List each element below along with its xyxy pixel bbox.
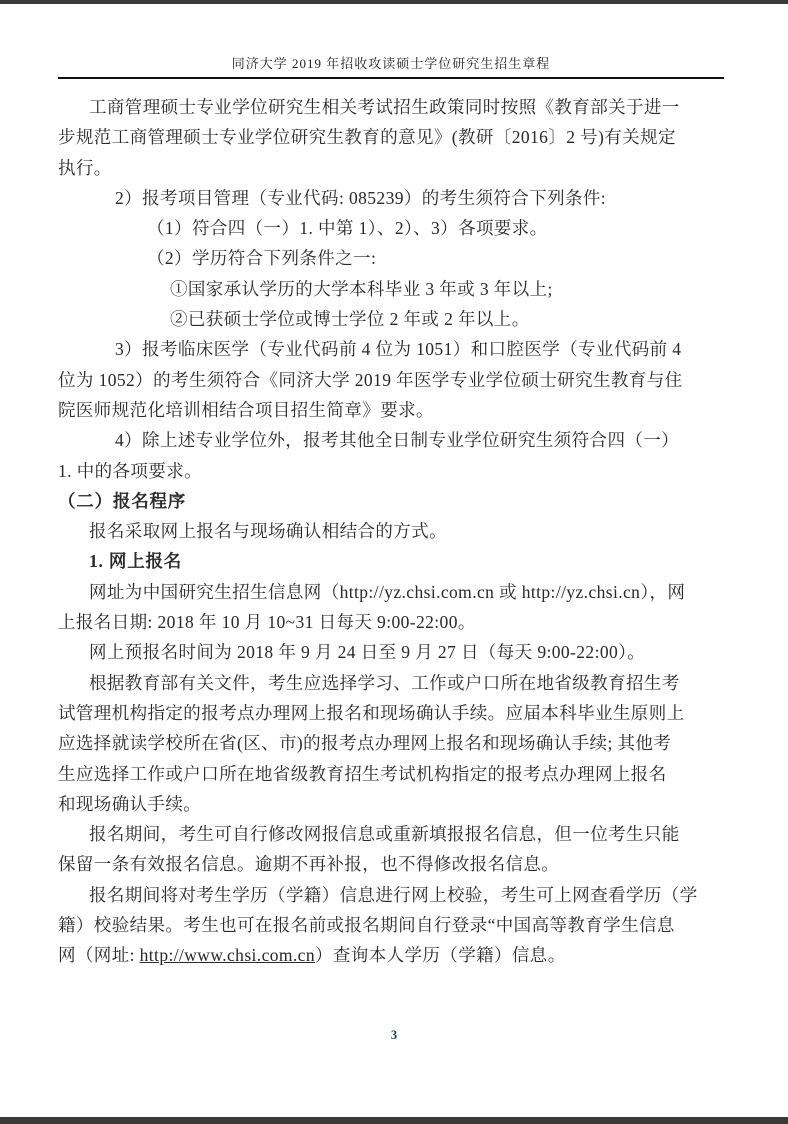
section-heading (58, 546, 722, 576)
text-line (58, 607, 722, 637)
text-line (58, 698, 722, 728)
text-line (58, 274, 722, 304)
text-segment: 籍）校验结果。考生也可在报名前或报名期间自行登录“中国高等教育学生信息 (58, 915, 675, 936)
running-header-title: 同济大学 2019 年招收攻读硕士学位研究生招生章程 (231, 56, 551, 71)
link-url[interactable]: http://www.chsi.com.cn (139, 945, 315, 966)
text-line (58, 910, 722, 940)
text-line (58, 183, 722, 213)
text-segment: （1）符合四（一）1. 中第 1）、2）、3）各项要求。 (147, 218, 548, 239)
text-segment: 执行。 (58, 157, 112, 178)
text-segment: ①国家承认学历的大学本科毕业 3 年或 3 年以上; (170, 278, 553, 299)
bottom-edge-bar (0, 1117, 788, 1124)
header-rule (58, 77, 724, 79)
text-segment: 4）除上述专业学位外，报考其他全日制专业学位研究生须符合四（一） (115, 430, 680, 451)
text-line (58, 153, 722, 183)
top-edge-bar (0, 0, 788, 4)
text-segment: （二）报名程序 (58, 490, 187, 511)
text-line (58, 819, 722, 849)
text-line (58, 637, 722, 667)
text-segment: ）查询本人学历（学籍）信息。 (315, 945, 566, 966)
text-line (58, 395, 722, 425)
text-line (58, 759, 722, 789)
text-line (58, 365, 722, 395)
text-segment: 位为 1052）的考生须符合《同济大学 2019 年医学专业学位硕士研究生教育与住 (58, 369, 683, 390)
text-segment: （2）学历符合下列条件之一: (147, 248, 377, 269)
text-segment: 2）报考项目管理（专业代码: 085239）的考生须符合下列条件: (115, 187, 607, 208)
text-line (58, 880, 722, 910)
text-segment: 保留一条有效报名信息。逾期不再补报，也不得修改报名信息。 (58, 854, 560, 875)
text-segment: ②已获硕士学位或博士学位 2 年或 2 年以上。 (170, 309, 530, 330)
text-line (58, 92, 722, 122)
text-line (58, 577, 722, 607)
text-segment: 上报名日期: 2018 年 10 月 10~31 日每天 9:00-22:00。 (58, 612, 476, 633)
text-segment: 院医师规范化培训相结合项目招生简章》要求。 (58, 399, 434, 420)
text-segment: 网（网址: (58, 945, 140, 966)
text-segment: 生应选择工作或户口所在地省级教育招生考试机构指定的报考点办理网上报名 (58, 763, 667, 784)
text-segment: 3）报考临床医学（专业代码前 4 位为 1051）和口腔医学（专业代码前 4 (115, 339, 682, 360)
text-segment: 报名期间将对考生学历（学籍）信息进行网上校验，考生可上网查看学历（学 (89, 884, 698, 905)
text-line (58, 425, 722, 455)
text-segment: 1. 中的各项要求。 (58, 460, 202, 481)
text-line (58, 516, 722, 546)
text-segment: 报名期间，考生可自行修改网报信息或重新填报报名信息，但一位考生只能 (89, 824, 680, 845)
text-line (58, 789, 722, 819)
text-line (58, 456, 722, 486)
text-segment: 试管理机构指定的报考点办理网上报名和现场确认手续。应届本科毕业生原则上 (58, 702, 685, 723)
page-number: 3 (390, 1028, 398, 1042)
text-segment: 根据教育部有关文件，考生应选择学习、工作或户口所在地省级教育招生考 (89, 672, 680, 693)
text-segment: 网址为中国研究生招生信息网（http://yz.chsi.com.cn 或 http://yz.chsi.cn），网 (89, 581, 686, 602)
text-line (58, 213, 722, 243)
section-heading (58, 486, 722, 516)
text-line (58, 849, 722, 879)
text-line (58, 668, 722, 698)
text-line (58, 304, 722, 334)
text-segment: 工商管理硕士专业学位研究生相关考试招生政策同时按照《教育部关于进一 (89, 97, 680, 117)
text-segment: 1. 网上报名 (89, 551, 183, 572)
text-line (58, 728, 722, 758)
text-line (58, 243, 722, 273)
text-line (58, 334, 722, 364)
text-segment: 报名采取网上报名与现场确认相结合的方式。 (89, 521, 447, 542)
text-segment: 应选择就读学校所在省(区、市)的报考点办理网上报名和现场确认手续; 其他考 (58, 733, 672, 754)
text-line (58, 940, 722, 970)
document-body (58, 92, 722, 971)
text-segment: 网上预报名时间为 2018 年 9 月 24 日至 9 月 27 日（每天 9:00-22:00）。 (89, 642, 646, 663)
text-line (58, 122, 722, 152)
text-segment: 和现场确认手续。 (58, 793, 202, 814)
text-segment: 步规范工商管理硕士专业学位研究生教育的意见》(教研〔2016〕2 号)有关规定 (58, 127, 676, 148)
